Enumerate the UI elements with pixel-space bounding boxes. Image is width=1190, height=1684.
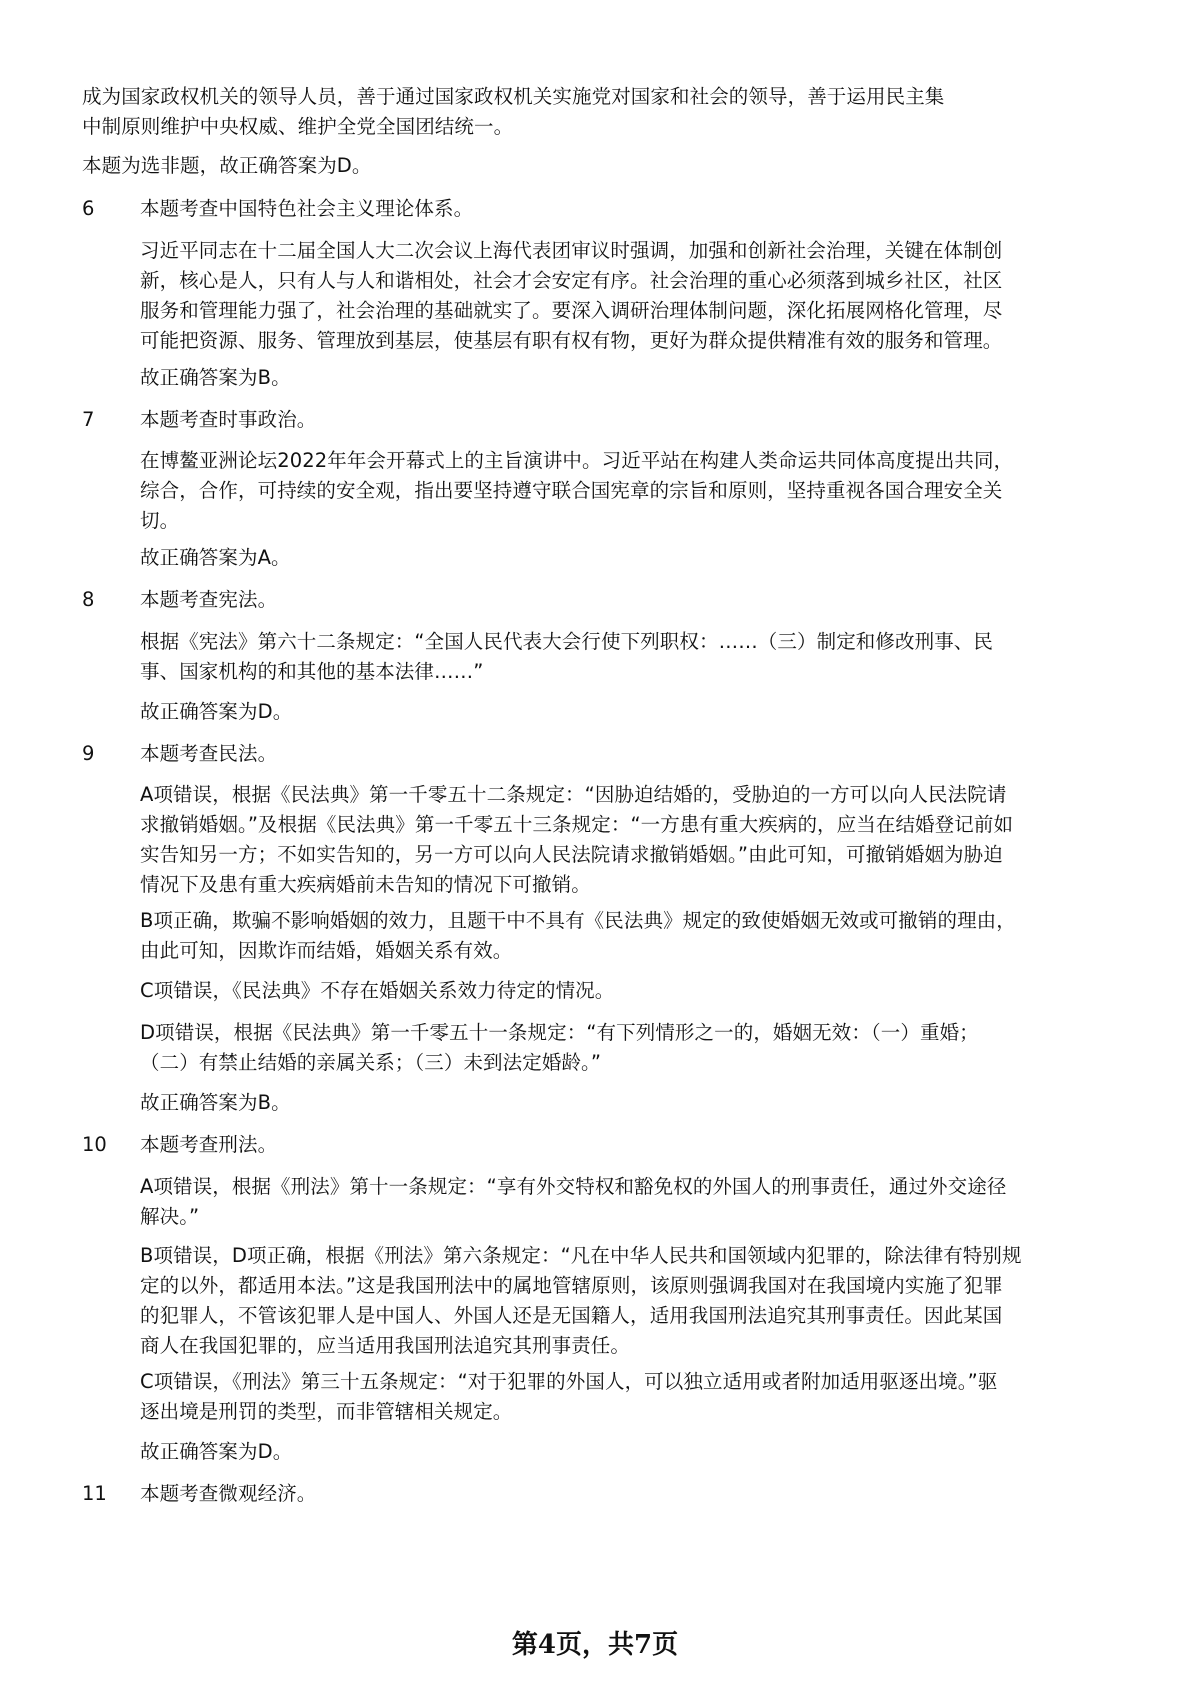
q9-option-c: C项错误，《民法典》不存在婚姻关系效力待定的情况。 bbox=[140, 979, 615, 1002]
q6-answer: 故正确答案为B。 bbox=[140, 366, 291, 389]
q8-number: 8 bbox=[82, 588, 95, 611]
q9-option-d: D项错误，根据《民法典》第一千零五十一条规定：“有下列情形之一的，婚姻无效：（一）重婚； （二）有禁止结婚的亲属关系；（三）未到法定婚龄。” bbox=[140, 1021, 979, 1074]
q10-option-c: C项错误，《刑法》第三十五条规定：“对于犯罪的外国人，可以独立适用或者附加适用驱逐出境。”驱 逐出境是刑罚的类型，而非管辖相关规定。 bbox=[140, 1370, 998, 1423]
q9-option-b: B项正确，欺骗不影响婚姻的效力，且题干中不具有《民法典》规定的致使婚姻无效或可撤销的理由， 由此可知，因欺诈而结婚，婚姻关系有效。 bbox=[140, 909, 1016, 962]
q7-number: 7 bbox=[82, 408, 95, 431]
q6-explanation: 习近平同志在十二届全国人大二次会议上海代表团审议时强调，加强和创新社会治理，关键在体制创 新，核心是人，只有人与人和谐相处，社会才会安定有序。社会治理的重心必须落到城乡社区，社区 服务和管理能力强了，社会治理的基础就实了。要深入调研治理体制问题，深化拓展网格化管理，尽 可能把资源、服务、管理放到基层，使基层有职有权有物，更好为群众提供精准有效的服务和管理。 bbox=[140, 239, 1003, 352]
q10-title: 本题考查刑法。 bbox=[140, 1133, 278, 1156]
intro-paragraph: 成为国家政权机关的领导人员，善于通过国家政权机关实施党对国家和社会的领导，善于运用民主集 中制原则维护中央权威、维护全党全国团结统一。 bbox=[82, 85, 945, 138]
q9-title: 本题考查民法。 bbox=[140, 742, 278, 765]
q10-answer: 故正确答案为D。 bbox=[140, 1440, 293, 1463]
q10-option-a: A项错误，根据《刑法》第十一条规定：“享有外交特权和豁免权的外国人的刑事责任，通过外交途径 解决。” bbox=[140, 1175, 1007, 1228]
q7-title: 本题考查时事政治。 bbox=[140, 408, 317, 431]
q11-title: 本题考查微观经济。 bbox=[140, 1482, 317, 1505]
q7-answer: 故正确答案为A。 bbox=[140, 546, 291, 569]
q6-number: 6 bbox=[82, 197, 95, 220]
q9-answer: 故正确答案为B。 bbox=[140, 1091, 291, 1114]
page-footer: 第4页，共7页 bbox=[511, 1630, 679, 1660]
q10-number: 10 bbox=[82, 1133, 107, 1156]
q6-title: 本题考查中国特色社会主义理论体系。 bbox=[140, 197, 474, 220]
q8-title: 本题考查宪法。 bbox=[140, 588, 278, 611]
q8-answer: 故正确答案为D。 bbox=[140, 700, 293, 723]
q9-option-a: A项错误，根据《民法典》第一千零五十二条规定：“因胁迫结婚的，受胁迫的一方可以向人民法院请 求撤销婚姻。”及根据《民法典》第一千零五十三条规定：“一方患有重大疾病的，应当在结婚登记前如 实告知另一方；不如实告知的，另一方可以向人民法院请求撤销婚姻。”由此可知，可撤销婚姻为胁迫 情况下及患有重大疾病婚前未告知的情况下可撤销。 bbox=[140, 783, 1014, 896]
q9-number: 9 bbox=[82, 742, 95, 765]
q7-explanation: 在博鳌亚洲论坛2022年年会开幕式上的主旨演讲中。习近平站在构建人类命运共同体高度提出共同， 综合，合作，可持续的安全观，指出要坚持遵守联合国宪章的宗旨和原则，坚持重视各国合理安全关 切。 bbox=[140, 449, 1014, 532]
q11-number: 11 bbox=[82, 1482, 107, 1505]
intro-answer: 本题为选非题，故正确答案为D。 bbox=[82, 154, 372, 177]
q10-option-bd: B项错误，D项正确，根据《刑法》第六条规定：“凡在中华人民共和国领域内犯罪的，除法律有特别规 定的以外，都适用本法。”这是我国刑法中的属地管辖原则，该原则强调我国对在我国境内实施了犯罪 的犯罪人，不管该犯罪人是中国人、外国人还是无国籍人，适用我国刑法追究其刑事责任。因此某国 商人在我国犯罪的，应当适用我国刑法追究其刑事责任。 bbox=[140, 1244, 1022, 1357]
q8-explanation: 根据《宪法》第六十二条规定：“全国人民代表大会行使下列职权：……（三）制定和修改刑事、民 事、国家机构的和其他的基本法律……” bbox=[140, 630, 994, 683]
